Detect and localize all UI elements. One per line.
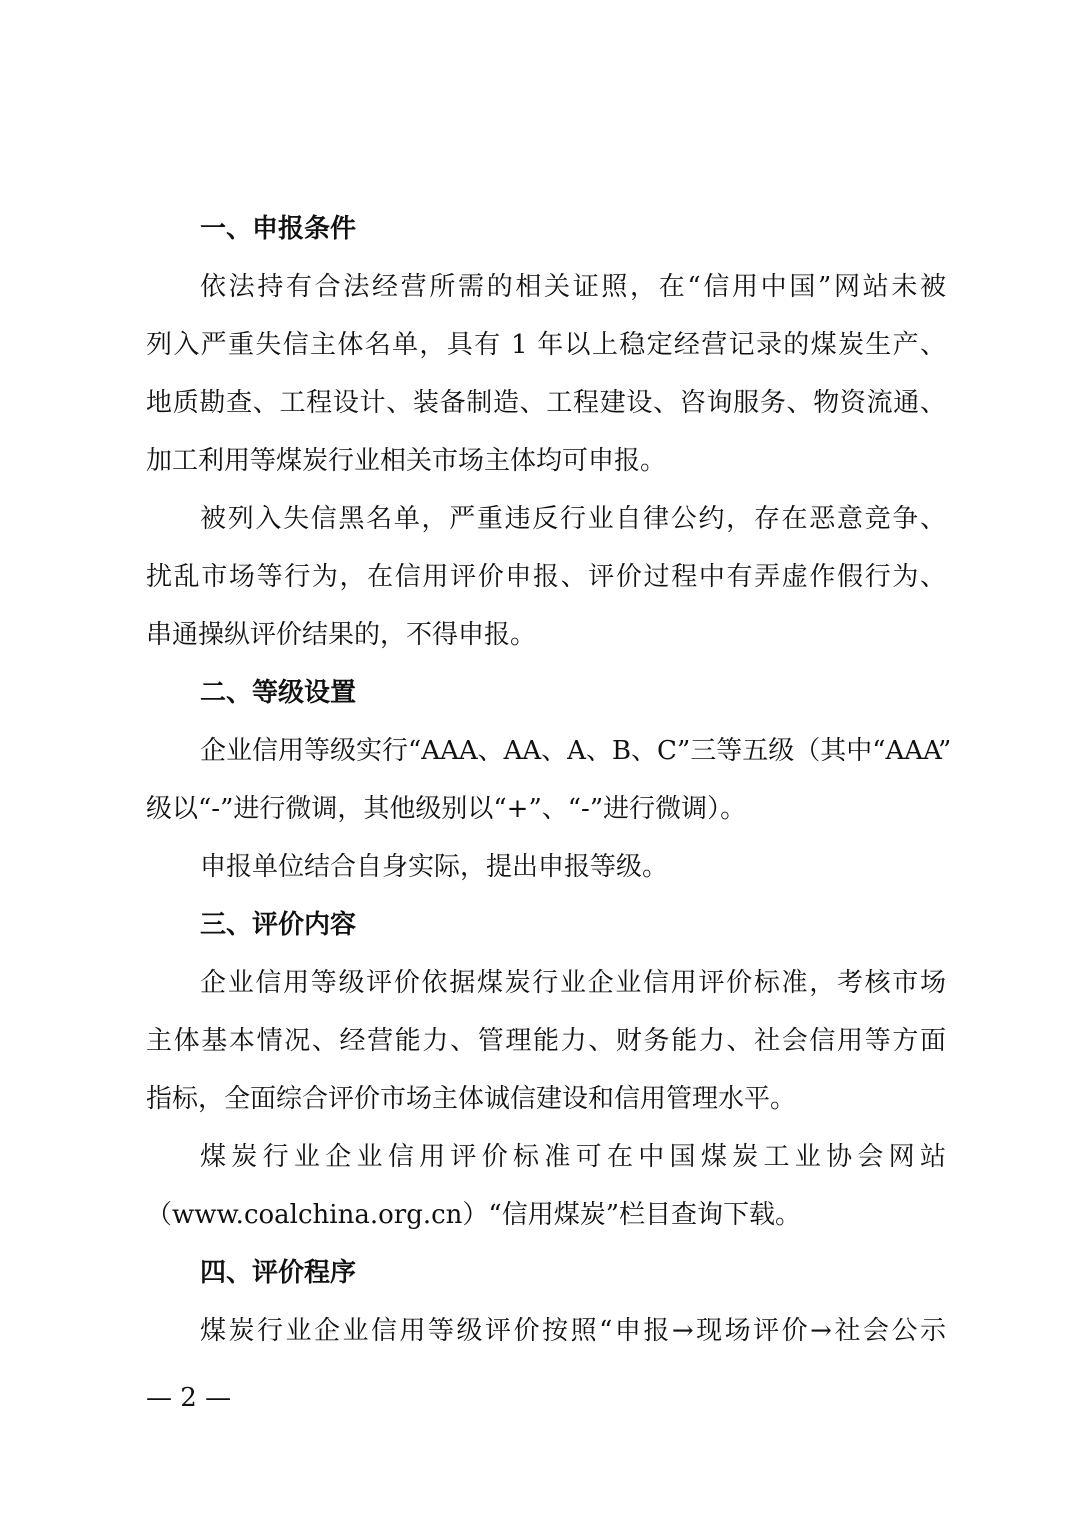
page-number: — 2 — — [146, 1383, 232, 1413]
text-line: （www.coalchina.org.cn）“信用煤炭”栏目查询下载。 — [146, 1200, 801, 1230]
text-line: 企业信用等级评价依据煤炭行业企业信用评价标准，考核市场 — [200, 968, 946, 998]
paragraph — [146, 722, 952, 838]
section-heading: 一、申报条件 — [200, 214, 357, 244]
text-line: 串通操纵评价结果的，不得申报。 — [146, 620, 537, 650]
paragraph — [146, 490, 946, 664]
text-line: 列入严重失信主体名单，具有 1 年以上稳定经营记录的煤炭生产、 — [146, 330, 946, 360]
document-body — [146, 200, 952, 1360]
section-heading: 四、评价程序 — [200, 1258, 357, 1288]
text-line: 指标，全面综合评价市场主体诚信建设和信用管理水平。 — [146, 1084, 797, 1114]
section-heading: 三、评价内容 — [200, 910, 357, 940]
paragraph — [146, 838, 946, 896]
paragraph — [146, 1302, 946, 1360]
paragraph — [146, 258, 946, 490]
section-heading: 二、等级设置 — [200, 678, 357, 708]
text-line: 地质勘查、工程设计、装备制造、工程建设、咨询服务、物资流通、 — [146, 388, 946, 418]
text-line: 依法持有合法经营所需的相关证照，在“信用中国”网站未被 — [200, 272, 946, 302]
text-line: 被列入失信黑名单，严重违反行业自律公约，存在恶意竞争、 — [200, 504, 946, 534]
text-line: 加工利用等煤炭行业相关市场主体均可申报。 — [146, 446, 667, 476]
text-line: 扰乱市场等行为，在信用评价申报、评价过程中有弄虚作假行为、 — [146, 562, 946, 592]
text-line: 煤炭行业企业信用评价标准可在中国煤炭工业协会网站 — [200, 1142, 946, 1172]
text-line: 主体基本情况、经营能力、管理能力、财务能力、社会信用等方面 — [146, 1026, 946, 1056]
text-line: 煤炭行业企业信用等级评价按照“申报→现场评价→社会公示 — [200, 1316, 946, 1346]
paragraph — [146, 954, 946, 1128]
paragraph — [146, 1128, 946, 1244]
text-line: 申报单位结合自身实际，提出申报等级。 — [200, 852, 669, 882]
text-line: 企业信用等级实行“AAA、AA、A、B、C”三等五级（其中“AAA” — [200, 736, 952, 766]
text-line: 级以“-”进行微调，其他级别以“+”、“-”进行微调）。 — [146, 794, 747, 824]
